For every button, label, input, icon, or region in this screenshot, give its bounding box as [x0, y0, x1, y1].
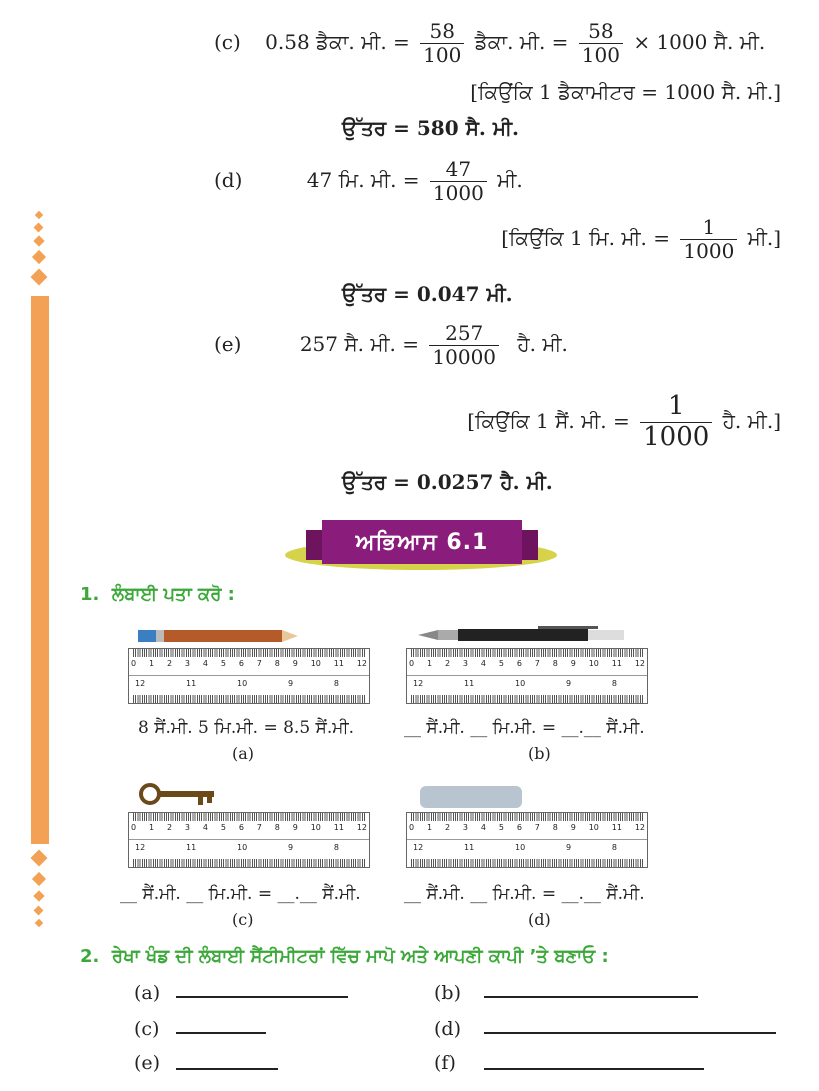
ruler-tick-label: 11: [186, 843, 197, 852]
ruler-tick-label: 10: [237, 679, 248, 688]
ruler-tick-label: 7: [534, 823, 540, 832]
ruler-tick-label: 6: [238, 659, 244, 668]
ruler-tick-label: 8: [333, 843, 339, 852]
ruler-tick-label: 10: [237, 843, 248, 852]
ruler-tick-label: 3: [462, 823, 468, 832]
item-label: (e): [214, 332, 242, 356]
fraction: $\frac{58}{100}$: [420, 20, 464, 67]
ruler-tick-label: 12: [356, 659, 367, 668]
ruler-tick-label: 10: [515, 843, 526, 852]
example-c-line: [214, 20, 765, 67]
sidebar-stripe: [31, 296, 49, 844]
ruler-tick-label: 8: [552, 823, 558, 832]
ruler-bottom-numbers: [413, 843, 617, 852]
note-e: [ਕਿਉਂਕਿ 1 ਸੈਂ. ਮੀ. = $\frac{1}{1000}$ ਹੈ. ਮੀ.]: [467, 391, 781, 452]
diamond-icon: [31, 269, 48, 286]
ruler-tick-label: 9: [292, 659, 298, 668]
ruler-tick-label: 11: [186, 679, 197, 688]
ruler-tick-label: 10: [588, 659, 599, 668]
ruler-tick-label: 8: [611, 679, 617, 688]
ruler-bottom-numbers: [135, 843, 339, 852]
q2-item-c: (c): [134, 1018, 160, 1040]
ruler-tick-label: 0: [131, 659, 137, 668]
ruler-tick-label: 12: [356, 823, 367, 832]
sub-b: (b): [528, 744, 551, 763]
caption-a: 8 ਸੈਂ.ਮੀ. 5 ਮਿ.ਮੀ. = 8.5 ਸੈਂ.ਮੀ.: [138, 718, 354, 738]
diamond-icon: [34, 223, 44, 233]
ruler-tick-label: 9: [288, 843, 294, 852]
caption-b: __ ਸੈਂ.ਮੀ. __ ਮਿ.ਮੀ. = __.__ ਸੈਂ.ਮੀ.: [404, 718, 645, 738]
ruler-tick-label: 0: [409, 659, 415, 668]
key-icon: [138, 780, 218, 810]
ruler-top-numbers: [131, 823, 367, 832]
ruler-tick-label: 0: [131, 823, 137, 832]
chalk-icon: [418, 784, 524, 810]
expression-rhs: × 1000 ਸੈ. ਮੀ.: [633, 30, 766, 54]
segment-f: [484, 1068, 704, 1070]
ruler-tick-label: 5: [498, 823, 504, 832]
fraction: $\frac{47}{1000}$: [430, 158, 487, 205]
item-label: (c): [214, 30, 241, 54]
ruler-tick-label: 2: [444, 659, 451, 668]
ruler-tick-label: 11: [611, 659, 622, 668]
item-label: (d): [214, 168, 243, 192]
ruler-tick-label: 8: [274, 823, 280, 832]
fraction: $\frac{257}{10000}$: [429, 322, 499, 369]
caption-c: __ ਸੈਂ.ਮੀ. __ ਮਿ.ਮੀ. = __.__ ਸੈਂ.ਮੀ.: [120, 884, 361, 904]
ruler-tick-label: 8: [552, 659, 558, 668]
ruler-tick-label: 9: [570, 659, 576, 668]
ruler-tick-label: 2: [444, 823, 451, 832]
ruler-bottom-numbers: [135, 679, 339, 688]
ruler-tick-label: 11: [333, 823, 344, 832]
ruler-tick-label: 7: [534, 659, 540, 668]
diamond-icon: [34, 906, 44, 916]
diamond-icon: [33, 235, 44, 246]
expression-lhs: 0.58 ਡੈਕਾ. ਮੀ. =: [265, 30, 410, 54]
ruler-tick-label: 11: [464, 679, 475, 688]
ruler-tick-label: 2: [166, 823, 173, 832]
ruler-top-numbers: [131, 659, 367, 668]
ruler-tick-label: 3: [184, 659, 190, 668]
example-e-line: [214, 322, 568, 369]
note-c: [ਕਿਉਂਕਿ 1 ਡੈਕਾਮੀਟਰ = 1000 ਸੈ. ਮੀ.]: [470, 80, 781, 104]
expression-lhs: 47 ਮਿ. ਮੀ. =: [306, 168, 420, 192]
diamond-icon: [32, 872, 46, 886]
ruler-tick-label: 1: [426, 659, 433, 668]
ruler-tick-label: 8: [274, 659, 280, 668]
expression-mid: ਡੈਕਾ. ਮੀ. =: [474, 30, 569, 54]
example-d-line: [214, 158, 523, 205]
ruler-tick-label: 12: [135, 679, 146, 688]
diamond-icon: [35, 919, 43, 927]
ruler-tick-label: 3: [184, 823, 190, 832]
question-2: 2. ਰੇਖਾ ਖੰਡ ਦੀ ਲੰਬਾਈ ਸੈਂਟੀਮੀਟਰਾਂ ਵਿੱਚ ਮਾਪੋ ਅਤੇ ਆਪਣੀ ਕਾਪੀ ’ਤੇ ਬਣਾਓ :: [80, 946, 609, 967]
segment-e: [176, 1068, 278, 1070]
ruler-tick-label: 6: [238, 823, 244, 832]
ruler-tick-label: 12: [634, 659, 645, 668]
ruler-tick-label: 10: [310, 659, 321, 668]
ruler-tick-label: 10: [588, 823, 599, 832]
segment-c: [176, 1032, 266, 1034]
ruler-tick-label: 6: [516, 659, 522, 668]
ruler-tick-label: 10: [310, 823, 321, 832]
ruler-tick-label: 5: [498, 659, 504, 668]
ruler-tick-label: 6: [516, 823, 522, 832]
q2-item-b: (b): [434, 982, 461, 1004]
ruler-tick-label: 7: [256, 659, 262, 668]
ruler-tick-label: 8: [333, 679, 339, 688]
ruler-tick-label: 9: [292, 823, 298, 832]
expression-lhs: 257 ਸੈ. ਮੀ. =: [299, 332, 420, 356]
ruler-tick-label: 4: [480, 659, 486, 668]
ruler-tick-label: 4: [480, 823, 486, 832]
ruler-tick-label: 3: [462, 659, 468, 668]
segment-d: [484, 1032, 776, 1034]
diamond-icon: [33, 890, 44, 901]
exercise-banner: ਅਭਿਆਸ 6.1: [322, 520, 522, 564]
ruler-tick-label: 1: [426, 823, 433, 832]
ruler-tick-label: 12: [413, 843, 424, 852]
diamond-icon: [31, 850, 48, 867]
ruler-d: [406, 812, 648, 868]
answer-d: ਉੱਤਰ = 0.047 ਮੀ.: [342, 282, 513, 306]
ruler-tick-label: 9: [566, 679, 572, 688]
answer-e: ਉੱਤਰ = 0.0257 ਹੈ. ਮੀ.: [342, 470, 553, 494]
ruler-tick-label: 4: [202, 823, 208, 832]
unit: ਹੈ. ਮੀ.: [517, 332, 568, 356]
sub-a: (a): [232, 744, 255, 763]
ruler-tick-label: 5: [220, 823, 226, 832]
ruler-tick-label: 11: [464, 843, 475, 852]
ruler-tick-label: 12: [413, 679, 424, 688]
diamond-icon: [32, 250, 46, 264]
ruler-b: [406, 648, 648, 704]
pen-icon: [418, 626, 628, 644]
sub-d: (d): [528, 910, 551, 929]
sub-c: (c): [232, 910, 254, 929]
diamond-icon: [35, 211, 43, 219]
segment-a: [176, 996, 348, 998]
note-d: [ਕਿਉਂਕਿ 1 ਮਿ. ਮੀ. = $\frac{1}{1000}$ ਮੀ.]: [501, 215, 781, 263]
ruler-tick-label: 5: [220, 659, 226, 668]
ruler-tick-label: 12: [135, 843, 146, 852]
ruler-tick-label: 8: [611, 843, 617, 852]
q2-item-d: (d): [434, 1018, 461, 1040]
ruler-bottom-numbers: [413, 679, 617, 688]
pencil-icon: [138, 628, 298, 644]
ruler-tick-label: 12: [634, 823, 645, 832]
fraction: $\frac{58}{100}$: [579, 20, 623, 67]
ruler-tick-label: 1: [148, 823, 155, 832]
ruler-tick-label: 2: [166, 659, 173, 668]
ruler-tick-label: 4: [202, 659, 208, 668]
ruler-tick-label: 9: [566, 843, 572, 852]
segment-b: [484, 996, 698, 998]
answer-c: ਉੱਤਰ = 580 ਸੈ. ਮੀ.: [342, 116, 519, 140]
unit: ਮੀ.: [497, 168, 523, 192]
ruler-c: [128, 812, 370, 868]
question-1: 1. ਲੰਬਾਈ ਪਤਾ ਕਰੋ :: [80, 584, 235, 605]
ruler-top-numbers: [409, 823, 645, 832]
ruler-tick-label: 9: [570, 823, 576, 832]
ruler-tick-label: 9: [288, 679, 294, 688]
caption-d: __ ਸੈਂ.ਮੀ. __ ਮਿ.ਮੀ. = __.__ ਸੈਂ.ਮੀ.: [404, 884, 645, 904]
ruler-top-numbers: [409, 659, 645, 668]
ruler-tick-label: 7: [256, 823, 262, 832]
q2-item-a: (a): [134, 982, 161, 1004]
q2-item-e: (e): [134, 1052, 161, 1074]
ruler-tick-label: 0: [409, 823, 415, 832]
ruler-tick-label: 1: [148, 659, 155, 668]
ruler-tick-label: 11: [333, 659, 344, 668]
ruler-tick-label: 11: [611, 823, 622, 832]
ruler-tick-label: 10: [515, 679, 526, 688]
q2-item-f: (f): [434, 1052, 456, 1074]
ruler-a: [128, 648, 370, 704]
